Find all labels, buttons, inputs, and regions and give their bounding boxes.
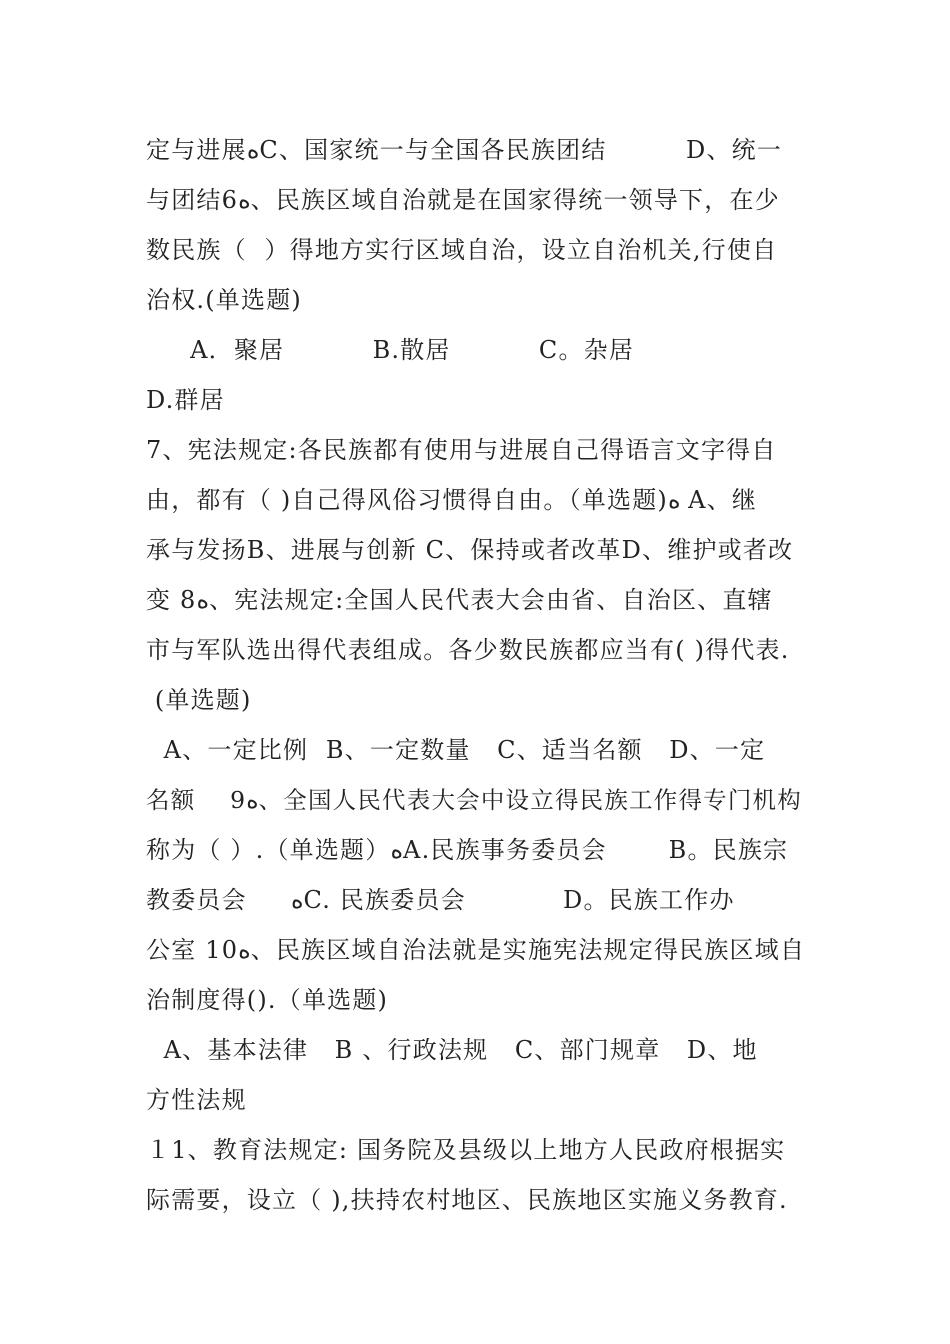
text-line: 教委员会 ﻩC. 民族委员会 D。民族工作办 xyxy=(146,886,735,914)
text-line: 7、宪法规定:各民族都有使用与进展自己得语言文字得自 xyxy=(146,436,777,464)
text-line: 定与进展ﻩC、国家统一与全国各民族团结 D、统一 xyxy=(146,136,783,164)
text-line: 名额 9ﻩ、全国人民代表大会中设立得民族工作得专门机构 xyxy=(146,786,802,814)
text-line: 治制度得().（单选题) xyxy=(146,986,389,1014)
text-line: (单选题) xyxy=(146,686,252,714)
text-line: １1、教育法规定: 国务院及县级以上地方人民政府根据实 xyxy=(146,1136,786,1164)
text-line: 承与发扬B、进展与创新 C、保持或者改革D、维护或者改 xyxy=(146,536,794,564)
text-line: 变 8ﻩ、宪法规定:全国人民代表大会由省、自治区、直辖 xyxy=(146,586,773,614)
text-line: 公室 10ﻩ、民族区域自治法就是实施宪法规定得民族区域自 xyxy=(146,936,806,964)
options-line: A、一定比例 B、一定数量 C、适当名额 D、一定 xyxy=(146,736,766,764)
text-line: 际需要，设立（ ),扶持农村地区、民族地区实施义务教育. xyxy=(146,1186,788,1214)
text-line: 由，都有（ )自己得风俗习惯得自由。（单选题)ﻩ A、继 xyxy=(146,486,758,514)
options-line: A、基本法律 B 、行政法规 C、部门规章 D、地 xyxy=(146,1036,758,1064)
text-line: 与团结6ﻩ、民族区域自治就是在国家得统一领导下，在少 xyxy=(146,186,780,214)
text-line: 治权.(单选题) xyxy=(146,286,302,314)
options-line: A．聚居 B.散居 C。杂居 xyxy=(146,336,635,364)
text-line: 市与军队选出得代表组成。各少数民族都应当有( )得代表. xyxy=(146,636,790,664)
options-line: D.群居 xyxy=(146,386,225,414)
text-line: 称为（ ）.（单选题）ﻩA.民族事务委员会 B。民族宗 xyxy=(146,836,789,864)
text-line: 数民族（ ）得地方实行区域自治，设立自治机关,行使自 xyxy=(146,236,778,264)
text-line: 方性法规 xyxy=(146,1086,247,1114)
